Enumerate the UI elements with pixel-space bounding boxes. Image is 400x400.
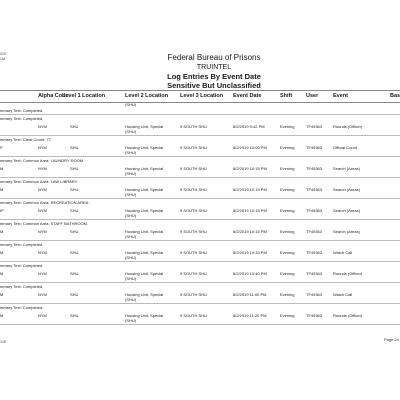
cell-level3: 9 SOUTH SHU	[180, 124, 207, 129]
cell-level2: Housing Unit, Special (SHU)	[125, 229, 164, 239]
cell-level1: SHU	[70, 208, 79, 213]
cell-user: TF49363	[306, 208, 323, 213]
page-number: Page 24	[384, 337, 399, 342]
cell-level1: SHU	[70, 124, 79, 129]
col-event: Event	[333, 93, 348, 99]
cell-event: Search (Areas)	[333, 229, 360, 234]
cell-event-date: 8/2/2019 10:15 PM	[233, 208, 267, 213]
cell-event: Search (Areas)	[333, 208, 360, 213]
cell-level1: SHU	[70, 292, 79, 297]
col-alpha-code: Alpha Code	[38, 93, 69, 99]
cell-user: TF49363	[306, 271, 323, 276]
cell-level3: 9 SOUTH SHU	[180, 208, 207, 213]
cell-user: TF49363	[306, 124, 323, 129]
cell-alpha-code: NYM	[38, 229, 47, 234]
summary-text: mmary Text: Completed.	[0, 263, 44, 268]
cell-shift: Evening	[280, 166, 295, 171]
cell-level3: 9 SOUTH SHU	[180, 250, 207, 255]
cell-level2: Housing Unit, Special (SHU)	[125, 166, 164, 176]
cell-level3: 9 SOUTH SHU	[180, 145, 207, 150]
col-base: Bas	[390, 93, 400, 99]
table-row	[0, 283, 400, 304]
summary-text: mmary Text: Common Area: LAW LIBRARY.	[0, 179, 78, 184]
cell-level2: Housing Unit, Special (SHU)	[125, 145, 164, 155]
table-row	[0, 304, 400, 325]
cell-level2: Housing Unit, Special (SHU)	[125, 250, 164, 260]
cell-alpha-code: NYM	[38, 187, 47, 192]
cell-shift: Evening	[280, 229, 295, 234]
cell-shift: Evening	[280, 145, 295, 150]
report-title: Log Entries By Event Date	[167, 72, 261, 81]
cell-event-date: 8/2/2019 11:20 PM	[233, 313, 267, 318]
summary-text: mmary Text: Completed.	[0, 116, 44, 121]
cell-alpha-code: NYM	[38, 145, 47, 150]
cell-level3: 9 SOUTH SHU	[180, 229, 207, 234]
col-user: User	[306, 93, 319, 99]
summary-text: mmary Text: Completed.	[0, 108, 44, 113]
cell-code: P	[0, 145, 3, 150]
cell-shift: Evening	[280, 250, 295, 255]
cell-user: TF49363	[306, 250, 323, 255]
cell-shift: Evening	[280, 292, 295, 297]
cell-level1: SHU	[70, 166, 79, 171]
cell-code: IP	[0, 208, 4, 213]
cell-event: Rounds (Officer)	[333, 313, 363, 318]
col-level1: Level 1 Location	[62, 93, 106, 99]
cell-event: Search (Areas)	[333, 187, 360, 192]
cell-level2: Housing Unit, Special (SHU)	[125, 292, 164, 302]
corner-meta-line: 019	[0, 52, 6, 56]
col-level3: Level 3 Location	[180, 93, 224, 99]
cell-level1: SHU	[70, 250, 79, 255]
cell-shift: Evening	[280, 271, 295, 276]
cell-shift: Evening	[280, 208, 295, 213]
agency-title: Federal Bureau of Prisons	[167, 53, 261, 62]
cell-level3: 9 SOUTH SHU	[180, 166, 207, 171]
cell-event-date: 8/2/2019 10:15 PM	[233, 187, 267, 192]
cell-user: TF49363	[306, 166, 323, 171]
cell-event: Rounds (Officer)	[333, 124, 363, 129]
cell-user: TF49363	[306, 313, 323, 318]
cell-alpha-code: NYM	[38, 292, 47, 297]
cell-level3: 9 SOUTH SHU	[180, 292, 207, 297]
table-row	[0, 241, 400, 262]
table-row	[0, 178, 400, 199]
table-row	[0, 262, 400, 283]
cell-event: Official Count	[333, 145, 357, 150]
cell-event-date: 8/2/2019 10:15 PM	[233, 229, 267, 234]
cell-shift: Evening	[280, 313, 295, 318]
table-row	[0, 101, 400, 115]
cell-event: Watch Call	[333, 292, 353, 297]
table-row	[0, 136, 400, 157]
cell-level2: (SHU)	[125, 102, 137, 107]
cell-alpha-code: NYM	[38, 313, 47, 318]
table-row	[0, 157, 400, 178]
cell-level1: SHU	[70, 187, 79, 192]
cell-event-date: 8/2/2019 10:40 PM	[233, 271, 267, 276]
summary-text: mmary Text: Common Area: STAFF BATHROOM.	[0, 221, 89, 226]
summary-text: mmary Text: Common Area: LAUNDRY ROOM.	[0, 158, 85, 163]
cell-level3: 9 SOUTH SHU	[180, 313, 207, 318]
cell-level2: Housing Unit, Special (SHU)	[125, 271, 164, 281]
cell-code: M	[0, 187, 4, 192]
report-header	[0, 53, 400, 90]
cell-event-date: 8/2/2019 11:00 PM	[233, 292, 267, 297]
cell-level2: Housing Unit, Special (SHU)	[125, 313, 164, 323]
cell-event-date: 8/2/2019 10:15 PM	[233, 166, 267, 171]
cell-user: TF49363	[306, 292, 323, 297]
cell-level1: SHU	[70, 229, 79, 234]
cell-code: M	[0, 250, 4, 255]
cell-shift: Evening	[280, 187, 295, 192]
col-shift: Shift	[280, 93, 293, 99]
cell-level3: 9 SOUTH SHU	[180, 271, 207, 276]
cell-alpha-code: NYM	[38, 124, 47, 129]
cell-code: M	[0, 271, 4, 276]
table-row	[0, 115, 400, 136]
cell-user: TF49363	[306, 187, 323, 192]
classification-label: Sensitive But Unclassified	[167, 81, 261, 90]
summary-text: mmary Text: Completed.	[0, 305, 44, 310]
cell-level1: SHU	[70, 145, 79, 150]
cell-shift: Evening	[280, 124, 295, 129]
cell-event-date: 8/2/2019 10:33 PM	[233, 250, 267, 255]
cell-user: TF49363	[306, 145, 323, 150]
table-row	[0, 199, 400, 220]
col-level2: Level 2 Location	[125, 93, 169, 99]
cell-event-date: 8/2/2019 10:00 PM	[233, 145, 267, 150]
summary-text: mmary Text: Completed.	[0, 242, 44, 247]
corner-meta-line: 1M	[0, 57, 5, 61]
cell-level2: Housing Unit, Special (SHU)	[125, 208, 164, 218]
cell-level2: Housing Unit, Special (SHU)	[125, 124, 164, 134]
cell-event-date: 8/2/2019 9:42 PM	[233, 124, 265, 129]
cell-event: Search (Areas)	[333, 166, 360, 171]
summary-text: mmary Text: Completed.	[0, 284, 44, 289]
cell-event: Rounds (Officer)	[333, 271, 363, 276]
col-event-date: Event Date	[233, 93, 262, 99]
cell-code: M	[0, 166, 4, 171]
cell-level1: SHU	[70, 271, 79, 276]
cell-level2: Housing Unit, Special (SHU)	[125, 187, 164, 197]
cell-alpha-code: NYM	[38, 208, 47, 213]
cell-alpha-code: NYM	[38, 250, 47, 255]
cell-alpha-code: NYM	[38, 166, 47, 171]
cell-alpha-code: NYM	[38, 271, 47, 276]
summary-text: mmary Text: Clear Count: 77.	[0, 137, 52, 142]
log-table	[0, 101, 400, 325]
cell-level3: 9 SOUTH SHU	[180, 187, 207, 192]
cell-level1: SHU	[70, 313, 79, 318]
cell-code: M	[0, 292, 4, 297]
cell-code: M	[0, 313, 4, 318]
cell-event: Watch Call	[333, 250, 353, 255]
cell-code: M	[0, 229, 4, 234]
system-name: TRUINTEL	[196, 64, 232, 71]
table-row	[0, 220, 400, 241]
cell-user: TF49363	[306, 229, 323, 234]
footer-left: 348	[0, 340, 6, 344]
summary-text: mmary Text: Common Area: RECREATION AREA.	[0, 200, 90, 205]
